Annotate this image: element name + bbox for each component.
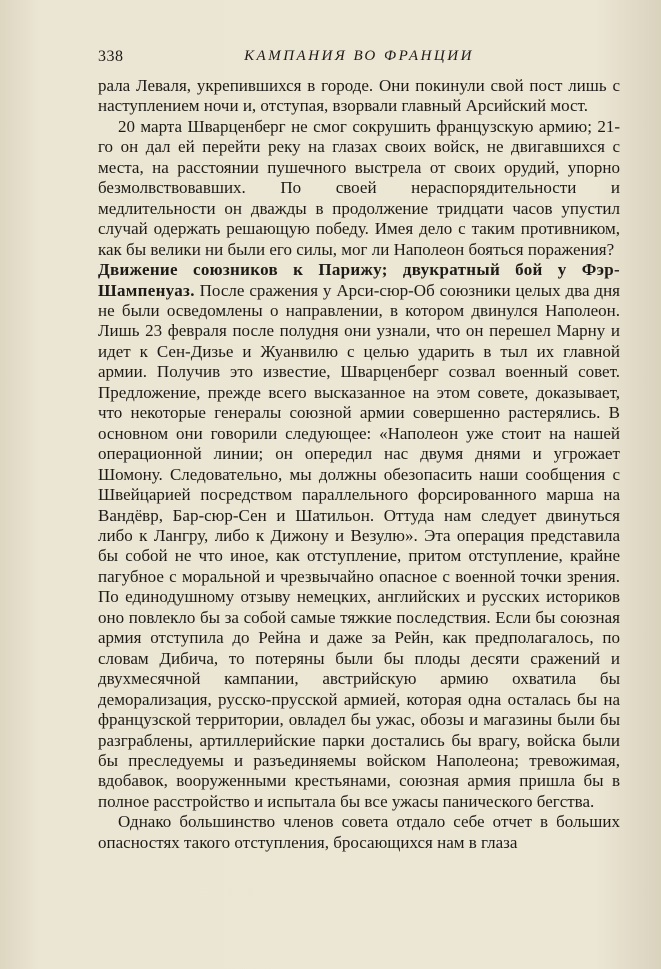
body-text [98, 76, 620, 853]
paragraph-schwarzenberg [98, 117, 620, 260]
paragraph-text: После сражения у Арси-сюр-Об союзники целых два дня не были осведомлены о направлении, в котором двинулся Наполеон. Лишь 23 февраля после полудня они узнали, что он перешел Марну и идет к Сен-Дизье и Жуанвилю с целью ударить в тыл их главной армии. Получив это известие, Шварценберг созвал военный совет. Предложение, прежде всего высказанное на этом совете, доказывает, что некоторые генералы союзной армии совершенно растерялись. В основном они говорили следующее: «Наполеон уже стоит на нашей операционной линии; он опередил нас двумя днями и угрожает Шомону. Следовательно, мы должны обезопасить наши сообщения с Швейцарией посредством параллельного форсированного марша на Вандёвр, Бар-сюр-Сен и Шатильон. Оттуда нам следует двинуться либо к Лангру, либо к Дижону и Везулю». Эта операция представила бы собой не что иное, как отступление, притом отступление, крайне пагубное с моральной и чрезвычайно опасное с военной точки зрения. По единодушному отзыву немецких, английских и русских историков оно повлекло бы за собой самые тяжкие последствия. Если бы союзная армия отступила до Рейна и даже за Рейн, как предполагалось, по словам Дибича, то потеряны были бы плоды десяти сражений и двухмесячной кампании, австрийскую армию охватила бы деморализация, русско-прусской армией, которая одна осталась бы на французской территории, овладел бы ужас, обозы и магазины были бы разграблены, артиллерийские парки достались бы врагу, войска были бы преследуемы и разъединяемы войском Наполеона; тревожимая, вдобавок, вооруженными крестьянами, союзная армия пришла бы в полное расстройство и испытала бы все ужасы панического бегства. [98, 280, 620, 811]
paragraph-text: Однако большинство членов совета отдало себе отчет в больших опасностях такого отступления, бросающихся нам в глаза [98, 812, 620, 852]
page-header [98, 48, 620, 72]
section-heading: Движение союзников к Парижу; двукратный бой у Фэр-Шампенуаз. [98, 260, 620, 300]
paragraph-text: рала Леваля, укрепившихся в городе. Они покинули свой пост лишь с наступлением ночи и, отступая, взорвали главный Арсийский мост. [98, 76, 620, 116]
running-title: КАМПАНИЯ ВО ФРАНЦИИ [244, 48, 474, 64]
paragraph-continuation [98, 76, 620, 117]
paragraph-council [98, 812, 620, 853]
paragraph-allied-movement [98, 260, 620, 812]
page-number: 338 [98, 48, 124, 65]
paragraph-text: 20 марта Шварценберг не смог сокрушить французскую армию; 21-го он дал ей перейти реку на глазах своих войск, не двигавшихся с места, на расстоянии пушечного выстрела от своих орудий, упорно безмолвствовавших. По своей нераспорядительности и медлительности он дважды в продолжение тридцати часов упустил случай одержать решающую победу. Имея дело с таким противником, как бы велики ни были его силы, мог ли Наполеон бояться поражения? [98, 116, 620, 259]
